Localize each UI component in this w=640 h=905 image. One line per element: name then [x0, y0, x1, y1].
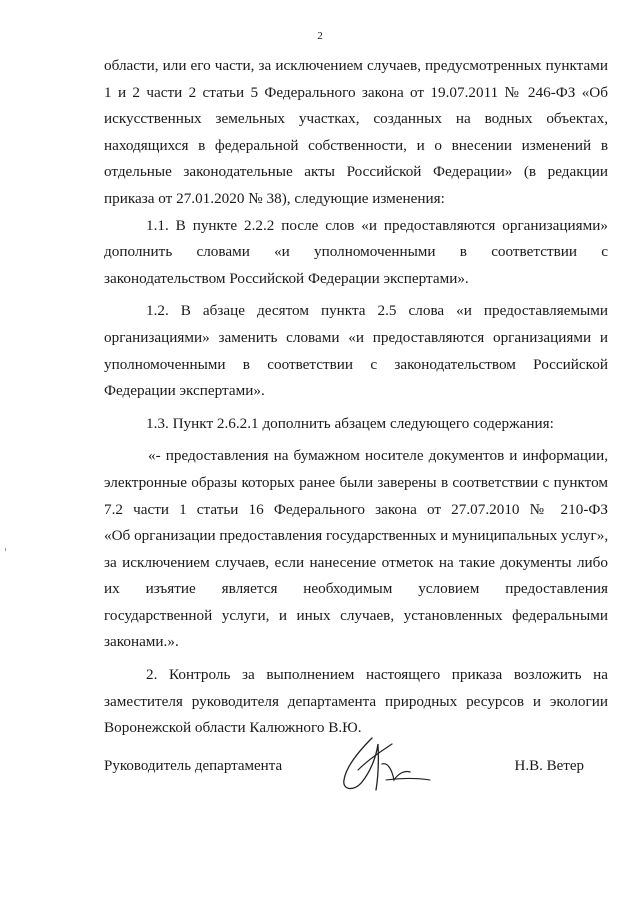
clause-1-2-line: 1.2. В абзаце десятом пункта 2.5 слова «и предоставляемыми [146, 302, 608, 320]
document-body [104, 53, 608, 742]
signature-block [104, 750, 608, 810]
text-line: электронные образы которых ранее были заверены в соответствии с пунктом [104, 473, 608, 491]
text-line: дополнить словами «и уполномоченными в соответствии с [104, 243, 608, 261]
text-line: приказа от 27.01.2020 № 38), следующие изменения: [104, 189, 445, 207]
text-line: за исключением случаев, если нанесение отметок на такие документы либо [104, 553, 608, 571]
clause-1-3-line: 1.3. Пункт 2.6.2.1 дополнить абзацем следующего содержания: [146, 414, 554, 432]
text-line: заместителя руководителя департамента природных ресурсов и экологии [104, 692, 608, 710]
text-line: искусственных земельных участках, созданных на водных объектах, [104, 110, 608, 128]
quote-line: «- предоставления на бумажном носителе документов и информации, [148, 447, 608, 465]
text-line: организациями» заменить словами «и предоставляются организациями и [104, 328, 608, 346]
text-line: государственной услуги, и иных случаев, установленных федеральными [104, 606, 608, 624]
signatory-position: Руководитель департамента [104, 758, 283, 774]
text-line: находящихся в федеральной собственности, и о внесении изменений в [104, 136, 608, 154]
clause-1-1-line: 1.1. В пункте 2.2.2 после слов «и предоставляются организациями» [146, 216, 608, 234]
text-line: отдельные законодательные акты Российской Федерации» (в редакции [104, 163, 608, 181]
page-number: 2 [317, 30, 323, 42]
text-line: законодательством Российской Федерации экспертами». [104, 269, 469, 287]
text-line: их изъятие является необходимым условием предоставления [104, 580, 608, 598]
scan-mark [5, 548, 6, 551]
text-line: «Об организации предоставления государственных и муниципальных услуг», [104, 527, 609, 545]
text-line: области, или его части, за исключением случаев, предусмотренных пунктами [104, 57, 608, 74]
signatory-name: Н.В. Ветер [514, 758, 584, 774]
clause-2-line: 2. Контроль за выполнением настоящего приказа возложить на [146, 666, 608, 684]
text-line: 7.2 части 1 статьи 16 Федерального закона от 27.07.2010 № 210-ФЗ [104, 500, 608, 518]
text-line: 1 и 2 части 2 статьи 5 Федерального закона от 19.07.2011 № 246-ФЗ «Об [104, 83, 608, 101]
text-line: Воронежской области Калюжного В.Ю. [104, 719, 362, 737]
text-line: законами.». [104, 633, 179, 651]
handwritten-signature [332, 730, 442, 800]
text-line: уполномоченными в соответствии с законодательством Российской [104, 355, 608, 373]
text-line: Федерации экспертами». [104, 382, 265, 400]
